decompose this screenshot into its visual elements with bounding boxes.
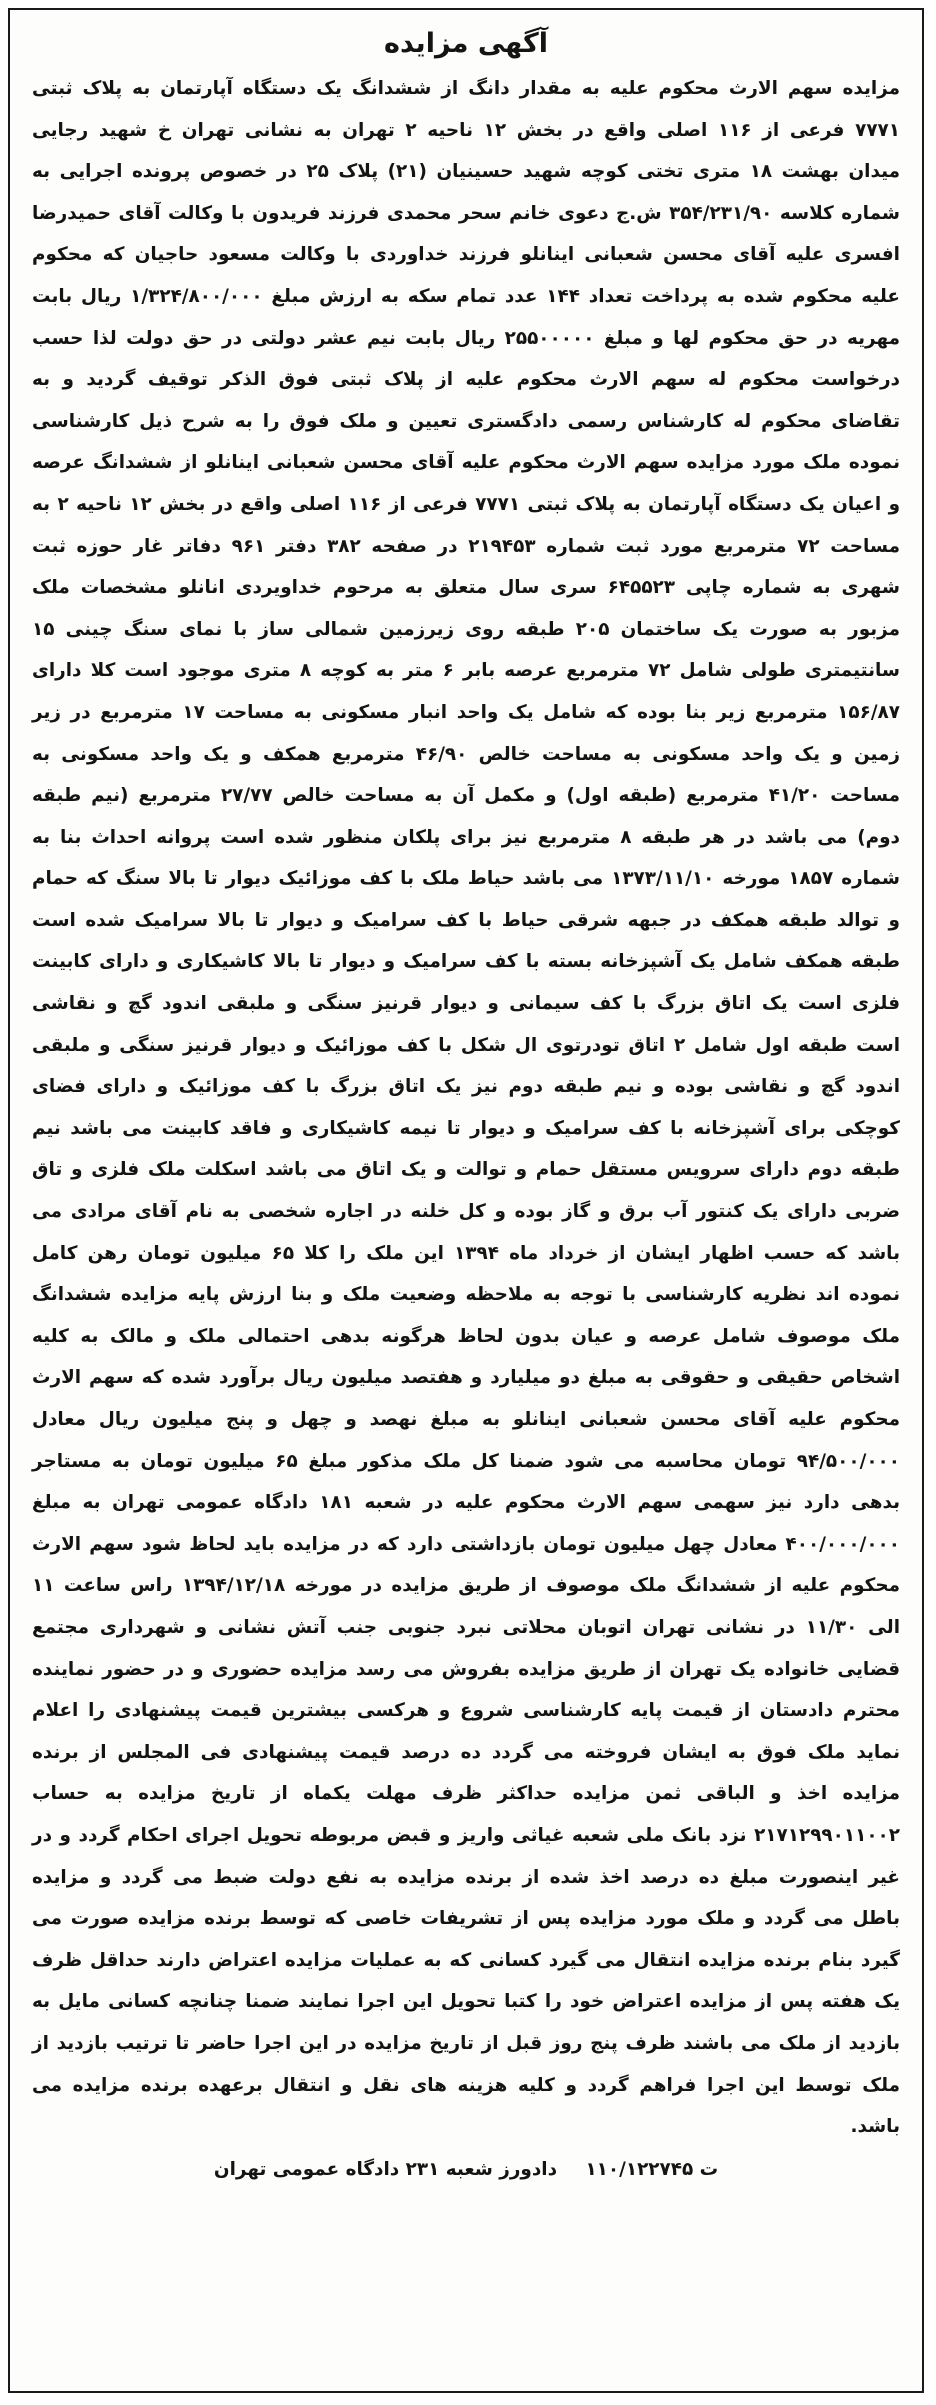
notice-content xyxy=(32,20,900,2381)
notice-footer xyxy=(32,2150,900,2190)
notice-title: آگهی مزایده xyxy=(384,28,548,59)
notice-body: مزایده سهم الارث محکوم علیه به مقدار دانگ از ششدانگ یک دستگاه آپارتمان به پلاک ثبتی ۷۷۷۱ فرعی از ۱۱۶ اصلی واقع در بخش ۱۲ ناحیه ۲ تهران به نشانی تهران خ شهید رجایی میدان بهشت ۱۸ متری تختی کوچه شهید حسینیان (۲۱) پلاک ۲۵ در خصوص پرونده اجرایی به شماره کلاسه ۳۵۴/۲۳۱/۹۰ ش.ج دعوی خانم سحر محمدی فرزند فریدون با وکالت آقای حمیدرضا افسری علیه آقای محسن شعبانی اینانلو فرزند خداوردی با وکالت مسعود حاجیان که محکوم علیه محکوم شده به پرداخت تعداد ۱۴۴ عدد تمام سکه به ارزش مبلغ ۱/۳۲۴/۸۰۰/۰۰۰ ریال بابت مهریه در حق محکوم لها و مبلغ ۲۵۵۰۰۰۰۰ ریال بابت نیم عشر دولتی در حق دولت لذا حسب درخواست محکوم له سهم الارث محکوم علیه از پلاک ثبتی فوق الذکر توقیف گردید و به تقاضای محکوم له کارشناس رسمی دادگستری تعیین و ملک فوق را به شرح ذیل کارشناسی نموده ملک مورد مزایده سهم الارث محکوم علیه آقای محسن شعبانی اینانلو از ششدانگ عرصه و اعیان یک دستگاه آپارتمان به پلاک ثبتی ۷۷۷۱ فرعی از ۱۱۶ اصلی واقع در بخش ۱۲ ناحیه ۲ به مساحت ۷۲ مترمربع مورد ثبت شماره ۲۱۹۴۵۳ در صفحه ۳۸۲ دفتر ۹۶۱ دفاتر غار حوزه ثبت شهری به شماره چاپی ۶۴۵۵۲۳ سری سال متعلق به مرحوم خداویردی انانلو مشخصات ملک مزبور به صورت یک ساختمان ۲۰۵ طبقه روی زیرزمین شمالی ساز با نمای سنگ چینی ۱۵ سانتیمتری طولی شامل ۷۲ مترمربع عرصه بابر ۶ متر به کوچه ۸ متری موجود است کلا دارای ۱۵۶/۸۷ مترمربع زیر بنا بوده که شامل یک واحد انبار مسکونی به مساحت ۱۷ مترمربع در زیر زمین و یک واحد مسکونی به مساحت خالص ۴۶/۹۰ مترمربع همکف و یک واحد مسکونی به مساحت ۴۱/۲۰ مترمربع (طبقه اول) و مکمل آن به مساحت خالص ۲۷/۷۷ مترمربع (نیم طبقه دوم) می باشد در هر طبقه ۸ مترمربع نیز برای پلکان منظور شده است پروانه احداث بنا به شماره ۱۸۵۷ مورخه ۱۳۷۳/۱۱/۱۰ می باشد حیاط ملک با کف موزائیک دیوار تا بالا سنگ که حمام و توالد طبقه همکف در جبهه شرقی حیاط با کف سرامیک و دیوار تا بالا سرامیک شده است طبقه همکف شامل یک آشپزخانه بسته با کف سرامیک و دیوار تا بالا کاشیکاری و دارای کابینت فلزی است یک اتاق بزرگ با کف سیمانی و دیوار قرنیز سنگی و ملبقی اندود گچ و نقاشی است طبقه اول شامل ۲ اتاق تودرتوی ال شکل با کف موزائیک و دیوار قرنیز سنگی و ملبقی اندود گچ و نقاشی بوده و نیم طبقه دوم نیز یک اتاق بزرگ با کف موزائیک و دارای فضای کوچکی برای آشپزخانه با کف سرامیک و دیوار تا نیمه کاشیکاری و فاقد کابینت می باشد نیم طبقه دوم دارای سرویس مستقل حمام و توالت و یک اتاق می باشد اسکلت ملک فلزی و تاق ضربی دارای یک کنتور آب برق و گاز بوده و کل خلنه در اجاره شخصی به نام آقای مرادی می باشد که حسب اظهار ایشان از خرداد ماه ۱۳۹۴ این ملک را کلا ۶۵ میلیون تومان رهن کامل نموده اند نظریه کارشناسی با توجه به ملاحظه وضعیت ملک و بنا ارزش پایه مزایده ششدانگ ملک موصوف شامل عرصه و عیان بدون لحاظ هرگونه بدهی احتمالی ملک و مالک به کلیه اشخاص حقیقی و حقوقی به مبلغ دو میلیارد و هفتصد میلیون ریال برآورد شده که سهم الارث محکوم علیه آقای محسن شعبانی اینانلو به مبلغ نهصد و چهل و پنج میلیون ریال معادل ۹۴/۵۰۰/۰۰۰ تومان محاسبه می شود ضمنا کل ملک مذکور مبلغ ۶۵ میلیون تومان به مستاجر بدهی دارد نیز سهمی سهم الارث محکوم علیه در شعبه ۱۸۱ دادگاه عمومی تهران به مبلغ ۴۰۰/۰۰۰/۰۰۰ معادل چهل میلیون تومان بازداشتی دارد که در مزایده باید لحاظ شود سهم الارث محکوم علیه از ششدانگ ملک موصوف از طریق مزایده در مورخه ۱۳۹۴/۱۲/۱۸ راس ساعت ۱۱ الی ۱۱/۳۰ در نشانی تهران اتوبان محلاتی نبرد جنوبی جنب آتش نشانی و شهرداری مجتمع قضایی خانواده یک تهران از طریق مزایده بفروش می رسد مزایده حضوری و در حضور نماینده محترم دادستان از قیمت پایه کارشناسی شروع و هرکسی بیشترین قیمت پیشنهادی را اعلام نماید ملک فوق به ایشان فروخته می گردد ده درصد قیمت پیشنهادی فی المجلس از برنده مزایده اخذ و الباقی ثمن مزایده حداکثر ظرف مهلت یکماه از تاریخ مزایده به حساب ۲۱۷۱۲۹۹۰۱۱۰۰۲ نزد بانک ملی شعبه غیاثی واریز و قبض مربوطه تحویل اجرای احکام گردد و در غیر اینصورت مبلغ ده درصد اخذ شده از برنده مزایده به نفع دولت ضبط می گردد و مزایده باطل می گردد و ملک مورد مزایده پس از تشریفات خاصی که توسط برنده مزایده صورت می گیرد بنام برنده مزایده انتقال می گیرد کسانی که به عملیات مزایده اعتراض دارند حداقل ظرف یک هفته پس از مزایده اعتراض خود را کتبا تحویل این اجرا نمایند ضمنا چنانچه کسانی مایل به بازدید از ملک می باشند ظرف پنج روز قبل از تاریخ مزایده در این اجرا حاضر تا ترتیب بازدید از ملک توسط این اجرا فراهم گردد و کلیه هزینه های نقل و انتقال برعهده برنده مزایده می باشد. xyxy=(32,78,901,2138)
auction-notice xyxy=(8,8,924,2393)
notice-signature: دادورز شعبه ۲۳۱ دادگاه عمومی تهران xyxy=(213,2158,558,2180)
notice-reference-number: ت ۱۱۰/۱۲۲۷۴۵ xyxy=(585,2158,719,2180)
